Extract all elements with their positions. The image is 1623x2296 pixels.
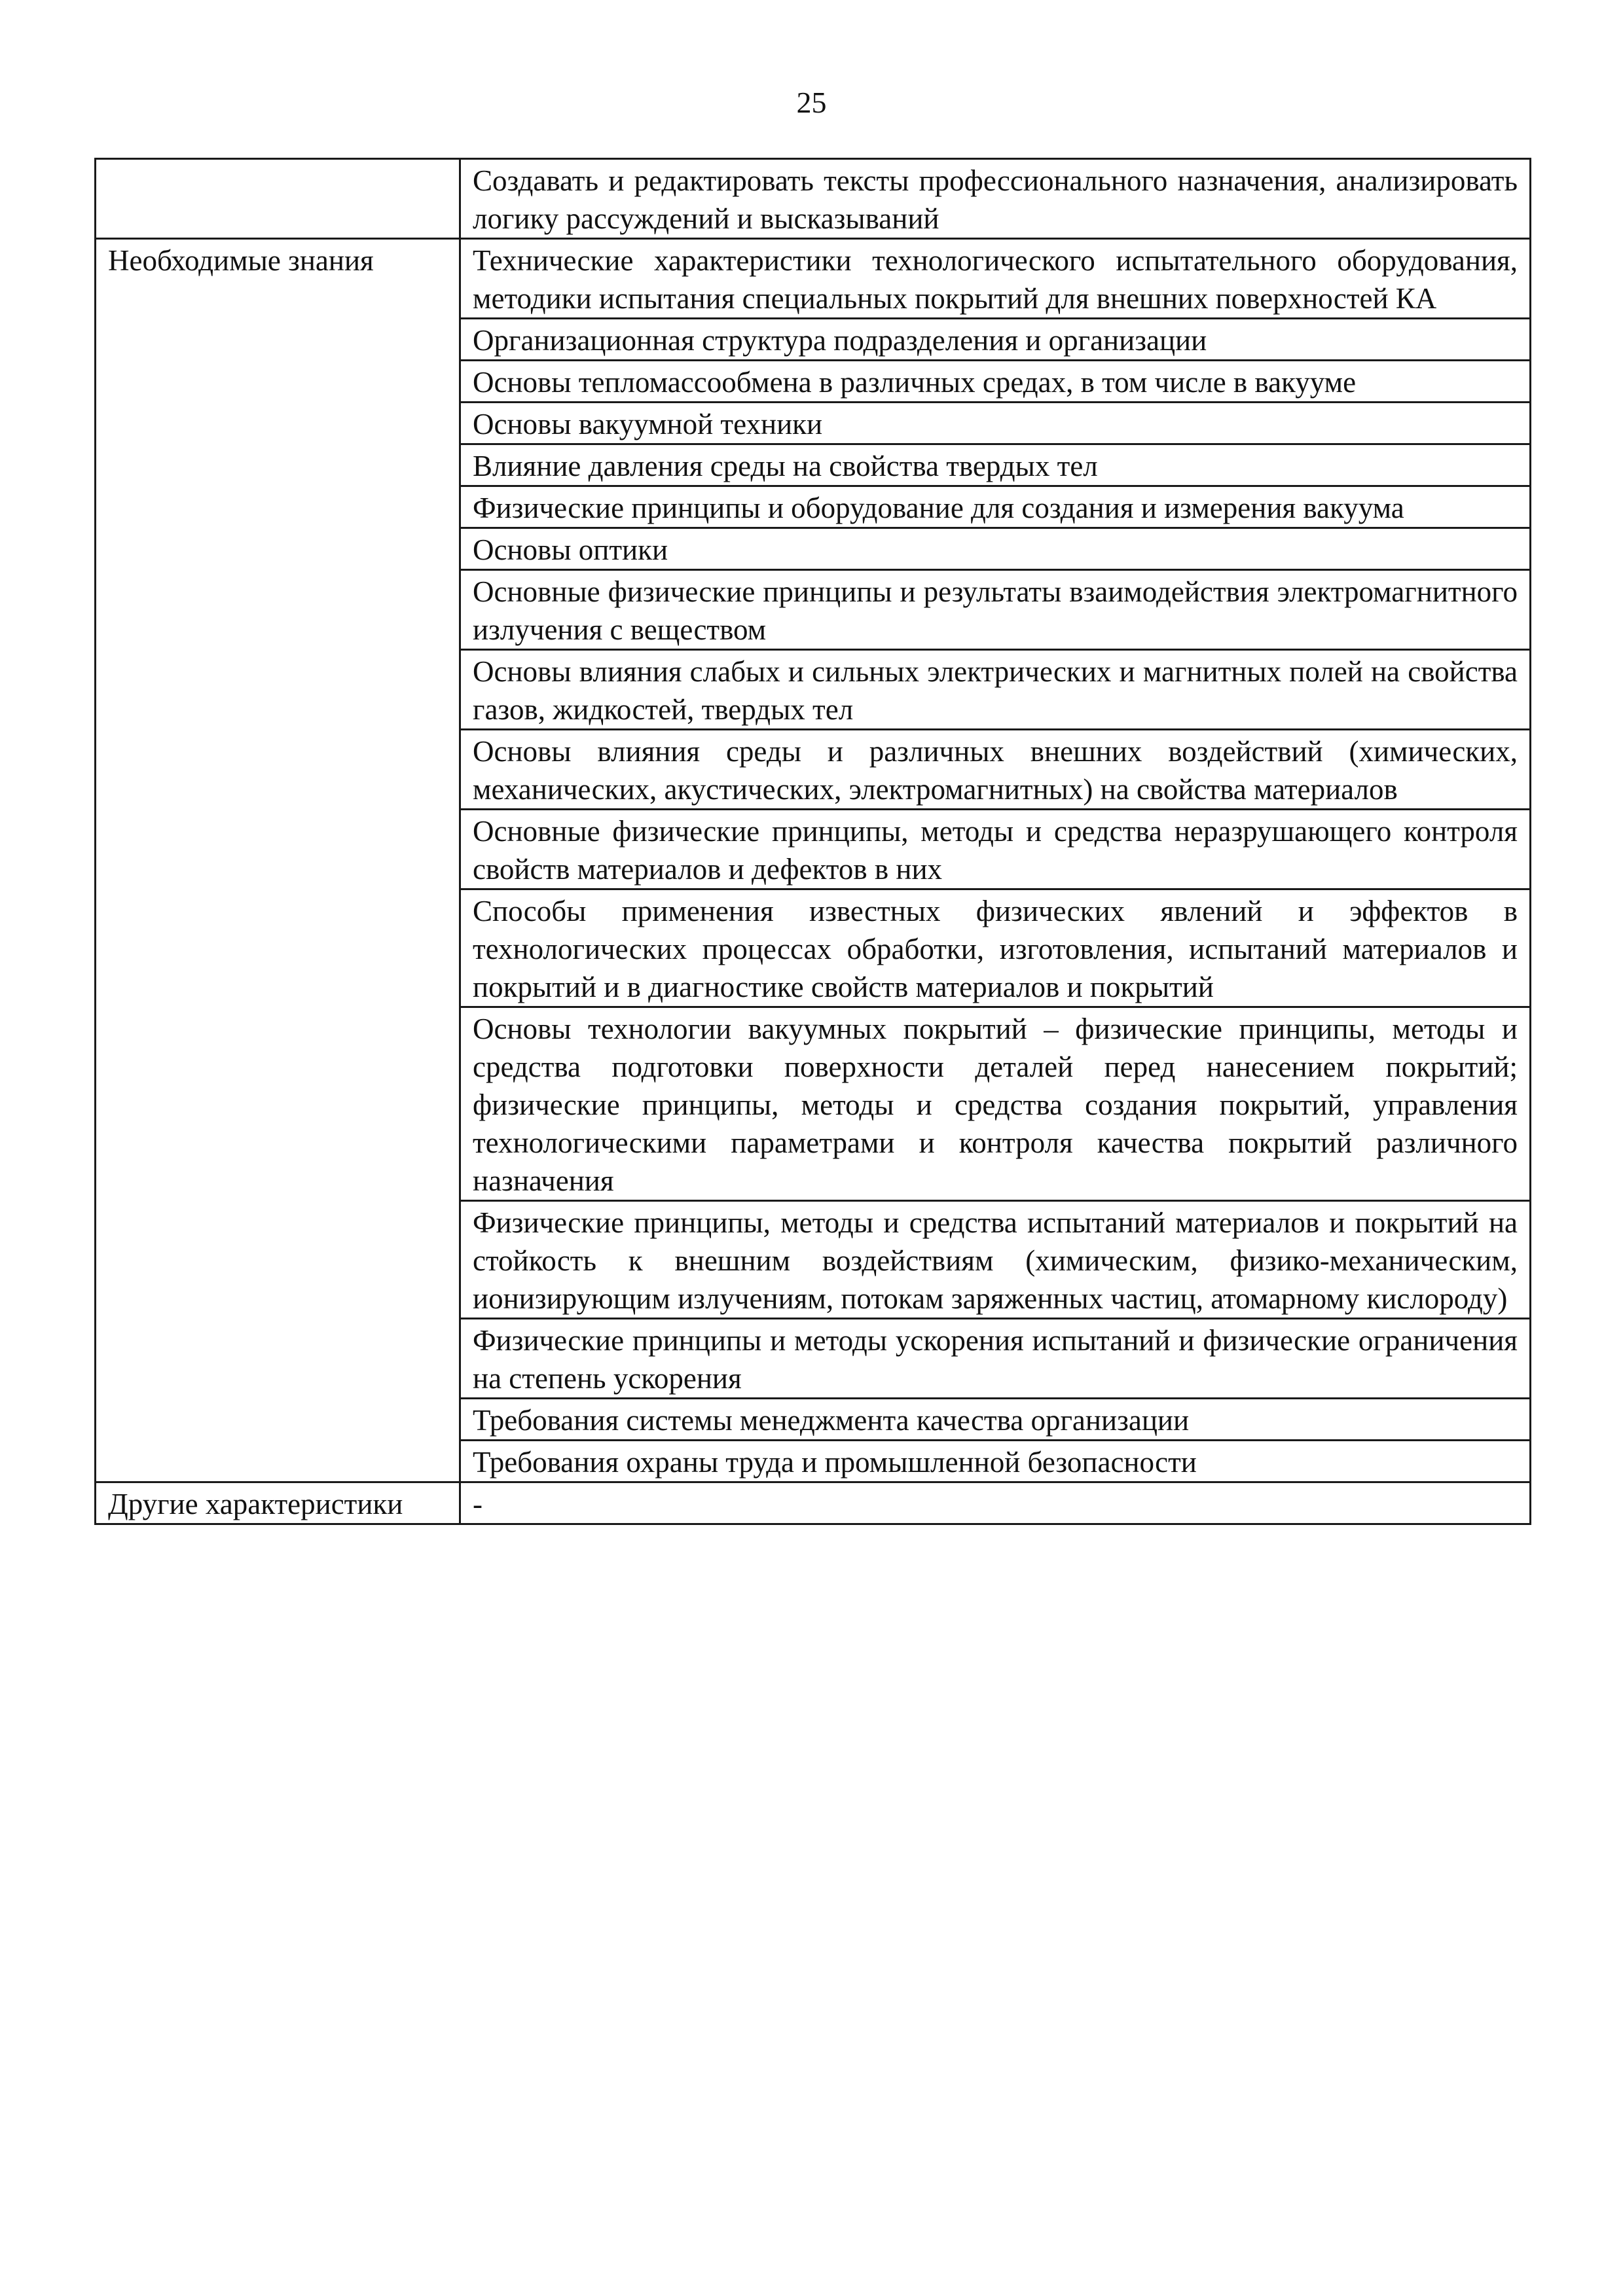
row-text-cell: Влияние давления среды на свойства твердых тел bbox=[460, 444, 1531, 486]
row-text-cell: Основные физические принципы, методы и средства неразрушающего контроля свойств материалов и дефектов в них bbox=[460, 810, 1531, 889]
row-text-cell: Создавать и редактировать тексты профессионального назначения, анализировать логику рассуждений и высказываний bbox=[460, 159, 1531, 239]
row-text-cell: Основы технологии вакуумных покрытий – физические принципы, методы и средства подготовки поверхности деталей перед нанесением покрытий; физические принципы, методы и средства создания покрытий, управления технологическими параметрами и контроля качества покрытий различного назначения bbox=[460, 1007, 1531, 1201]
table-row bbox=[96, 159, 1531, 239]
row-text-cell: Основы влияния среды и различных внешних воздействий (химических, механических, акустических, электромагнитных) на свойства материалов bbox=[460, 730, 1531, 810]
row-label-cell bbox=[96, 159, 460, 239]
row-text-cell: - bbox=[460, 1482, 1531, 1524]
row-text-cell: Требования системы менеджмента качества организации bbox=[460, 1399, 1531, 1441]
row-label-cell: Необходимые знания bbox=[96, 239, 460, 1482]
row-text-cell: Основы тепломассообмена в различных средах, в том числе в вакууме bbox=[460, 361, 1531, 403]
row-text-cell: Физические принципы, методы и средства испытаний материалов и покрытий на стойкость к внешним воздействиям (химическим, физико-механическим, ионизирующим излучениям, потокам заряженных частиц, атомарному кислороду) bbox=[460, 1201, 1531, 1319]
row-text-cell: Организационная структура подразделения и организации bbox=[460, 319, 1531, 361]
page-number: 25 bbox=[796, 86, 827, 119]
row-text-cell: Основы оптики bbox=[460, 528, 1531, 570]
row-label-cell: Другие характеристики bbox=[96, 1482, 460, 1524]
table-row bbox=[96, 239, 1531, 319]
row-text-cell: Физические принципы и оборудование для создания и измерения вакуума bbox=[460, 486, 1531, 528]
row-text-cell: Физические принципы и методы ускорения испытаний и физические ограничения на степень ускорения bbox=[460, 1319, 1531, 1399]
row-text-cell: Способы применения известных физических явлений и эффектов в технологических процессах обработки, изготовления, испытаний материалов и покрытий и в диагностике свойств материалов и покрытий bbox=[460, 889, 1531, 1007]
row-text-cell: Основы вакуумной техники bbox=[460, 403, 1531, 444]
row-text-cell: Технические характеристики технологического испытательного оборудования, методики испытания специальных покрытий для внешних поверхностей КА bbox=[460, 239, 1531, 319]
table-row bbox=[96, 1482, 1531, 1524]
row-text-cell: Требования охраны труда и промышленной безопасности bbox=[460, 1441, 1531, 1482]
row-text-cell: Основы влияния слабых и сильных электрических и магнитных полей на свойства газов, жидкостей, твердых тел bbox=[460, 650, 1531, 730]
qualification-table bbox=[94, 158, 1531, 1525]
row-text-cell: Основные физические принципы и результаты взаимодействия электромагнитного излучения с веществом bbox=[460, 570, 1531, 650]
